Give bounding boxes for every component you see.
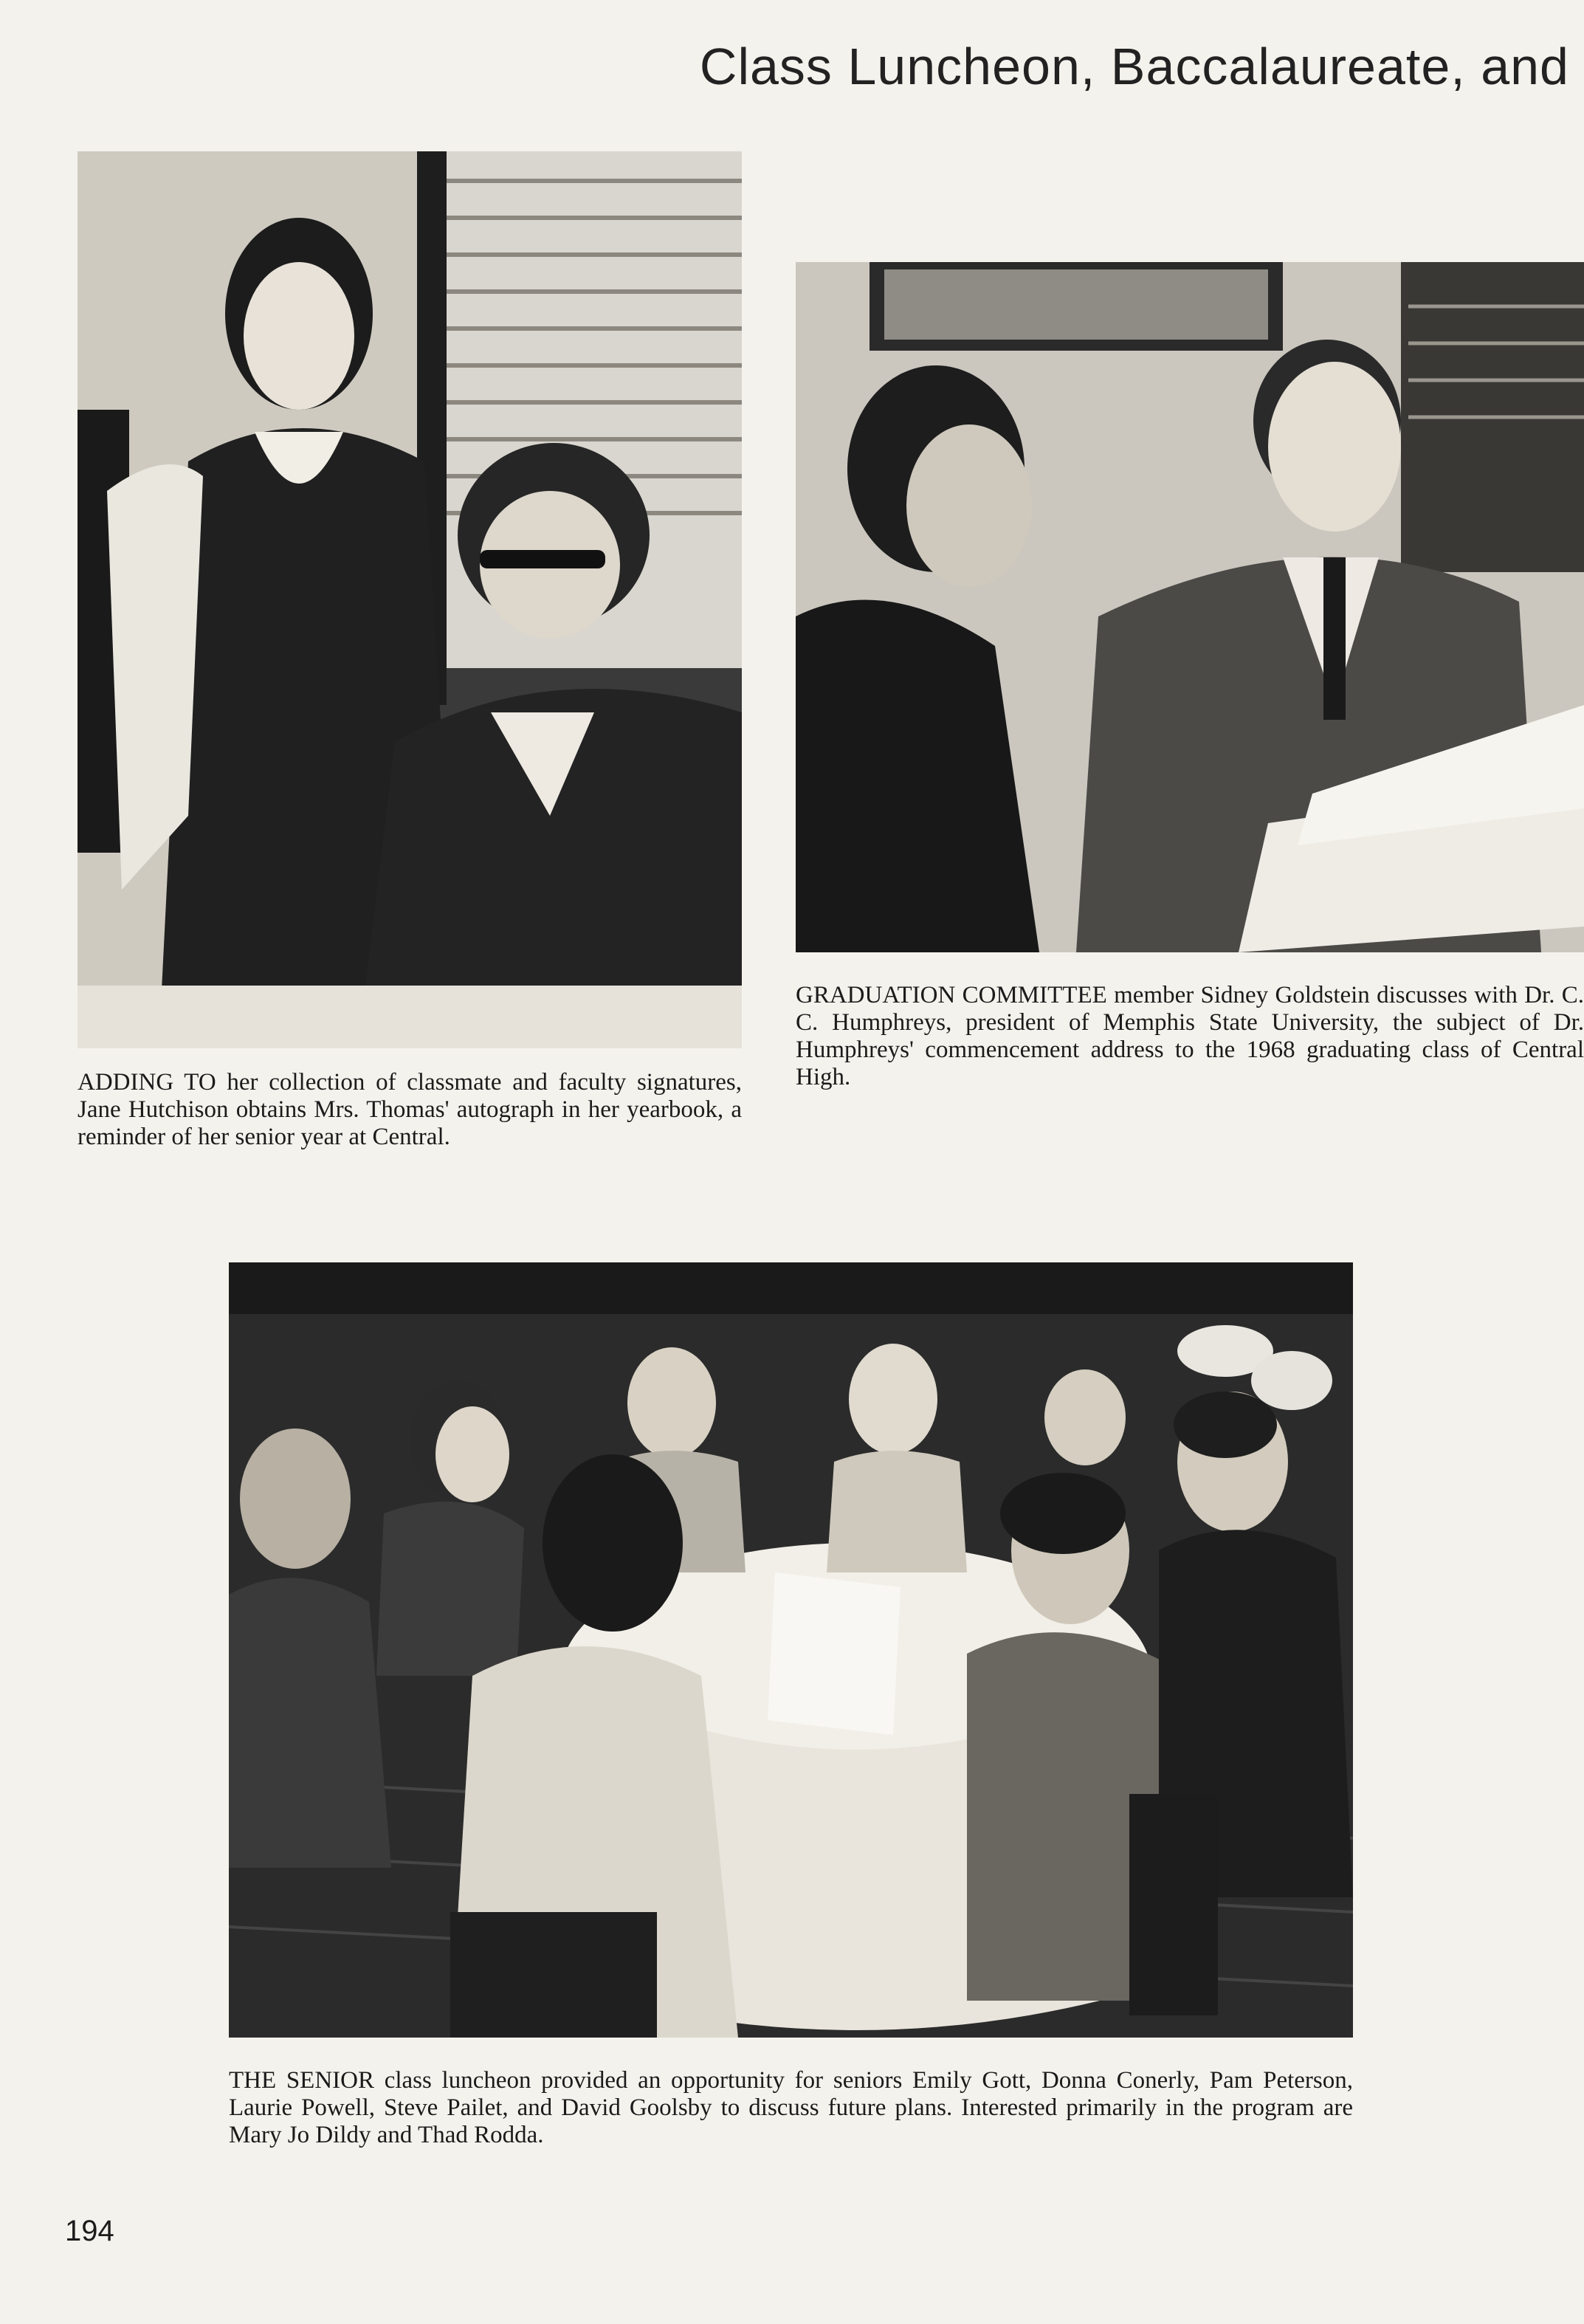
caption-graduation-committee <box>796 982 1584 1091</box>
caption-text: class luncheon provided an opportunity for seniors Emily Gott, Donna Conerly, Pam Peterson, Laurie Powell, Steve Pailet, and David Goolsby to discuss future plans. Interested primarily in the program are Mary Jo Dildy and Thad Rodda. <box>229 2067 1353 2148</box>
caption-lead: ADDING TO <box>78 1069 216 1096</box>
photo-graduation-committee <box>796 262 1584 952</box>
caption-lead: GRADUATION COMMITTEE <box>796 982 1107 1008</box>
caption-text: member Sidney Goldstein discusses with Dr. C. C. Humphreys, president of Memphis State University, the subject of Dr. Humphreys' commencement address to the 1968 graduating class of Central High. <box>796 982 1584 1090</box>
caption-lead: THE SENIOR <box>229 2067 375 2094</box>
caption-text: her collection of classmate and faculty signatures, Jane Hutchison obtains Mrs. Thomas' autograph in her yearbook, a reminder of her senior year at Central. <box>78 1069 743 1150</box>
caption-senior-luncheon <box>229 2067 1353 2149</box>
page-number: 194 <box>65 2215 114 2247</box>
caption-autograph <box>78 1069 742 1151</box>
photo-autograph <box>78 151 742 1048</box>
page-title: Class Luncheon, Baccalaureate, and <box>699 38 1569 95</box>
photo-senior-luncheon <box>229 1262 1353 2038</box>
